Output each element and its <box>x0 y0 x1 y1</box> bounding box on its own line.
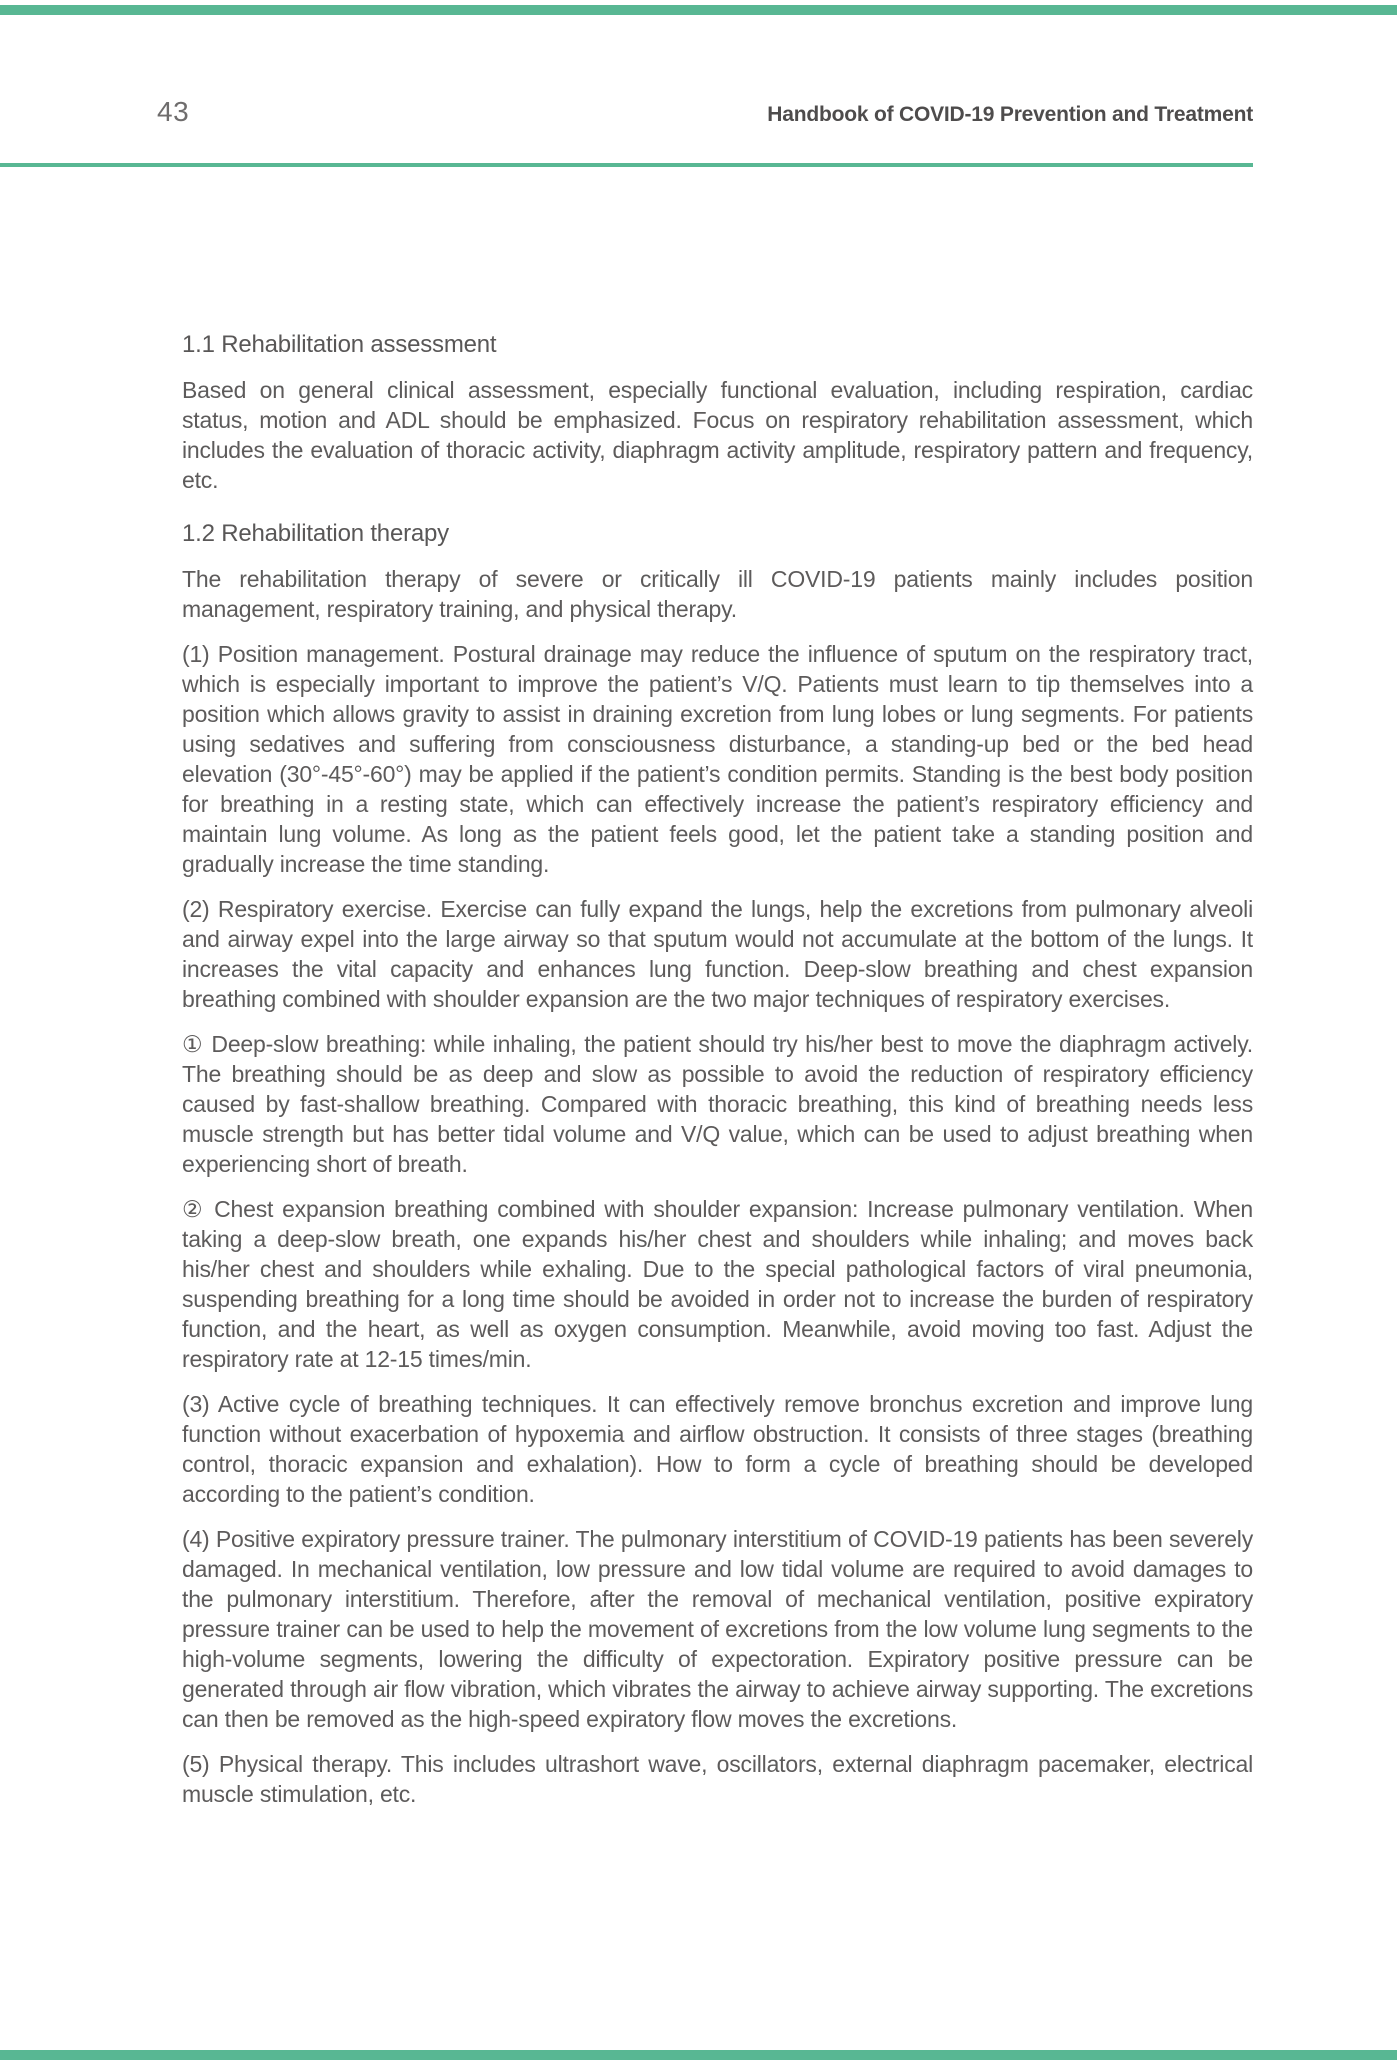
page-body <box>182 306 1253 1809</box>
header-title: Handbook of COVID-19 Prevention and Treatment <box>767 103 1253 126</box>
body-paragraph: Based on general clinical assessment, especially functional evaluation, including respiration, cardiac status, motion and ADL should be emphasized. Focus on respiratory rehabilitation assessment, which includes the evaluation of thoracic activity, diaphragm activity amplitude, respiratory pattern and frequency, etc. <box>182 377 1253 493</box>
top-accent-bar <box>0 5 1397 15</box>
section-heading: 1.2 Rehabilitation therapy <box>182 520 449 547</box>
page-header <box>157 96 1253 128</box>
body-paragraph: (2) Respiratory exercise. Exercise can fully expand the lungs, help the excretions from pulmonary alveoli and airway expel into the large airway so that sputum would not accumulate at the bottom of the lungs. It increases the vital capacity and enhances lung function. Deep-slow breathing and chest expansion breathing combined with shoulder expansion are the two major techniques of respiratory exercises. <box>182 896 1253 1012</box>
bottom-accent-bar <box>0 2050 1397 2060</box>
body-paragraph: (1) Position management. Postural drainage may reduce the influence of sputum on the respiratory tract, which is especially important to improve the patient’s V/Q. Patients must learn to tip themselves into a position which allows gravity to assist in draining excretion from lung lobes or lung segments. For patients using sedatives and suffering from consciousness disturbance, a standing-up bed or the bed head elevation (30°-45°-60°) may be applied if the patient’s condition permits. Standing is the best body position for breathing in a resting state, which can effectively increase the patient’s respiratory efficiency and maintain lung volume. As long as the patient feels good, let the patient take a standing position and gradually increase the time standing. <box>182 641 1253 877</box>
body-paragraph: (4) Positive expiratory pressure trainer. The pulmonary interstitium of COVID-19 patients has been severely damaged. In mechanical ventilation, low pressure and low tidal volume are required to avoid damages to the pulmonary interstitium. Therefore, after the removal of mechanical ventilation, positive expiratory pressure trainer can be used to help the movement of excretions from the low volume lung segments to the high-volume segments, lowering the difficulty of expectoration. Expiratory positive pressure can be generated through air flow vibration, which vibrates the airway to achieve airway supporting. The excretions can then be removed as the high-speed expiratory flow moves the excretions. <box>182 1526 1253 1732</box>
header-rule <box>0 163 1253 167</box>
section-heading: 1.1 Rehabilitation assessment <box>182 331 497 358</box>
body-paragraph: ① Deep-slow breathing: while inhaling, the patient should try his/her best to move the diaphragm actively. The breathing should be as deep and slow as possible to avoid the reduction of respiratory efficiency caused by fast-shallow breathing. Compared with thoracic breathing, this kind of breathing needs less muscle strength but has better tidal volume and V/Q value, which can be used to adjust breathing when experiencing short of breath. <box>182 1031 1253 1177</box>
body-paragraph: (5) Physical therapy. This includes ultrashort wave, oscillators, external diaphragm pacemaker, electrical muscle stimulation, etc. <box>182 1751 1253 1807</box>
page-number: 43 <box>157 96 190 127</box>
body-paragraph: (3) Active cycle of breathing techniques. It can effectively remove bronchus excretion and improve lung function without exacerbation of hypoxemia and airflow obstruction. It consists of three stages (breathing control, thoracic expansion and exhalation). How to form a cycle of breathing should be developed according to the patient’s condition. <box>182 1391 1253 1507</box>
body-paragraph: ② Chest expansion breathing combined with shoulder expansion: Increase pulmonary ventilation. When taking a deep-slow breath, one expands his/her chest and shoulders while inhaling; and moves back his/her chest and shoulders while exhaling. Due to the special pathological factors of viral pneumonia, suspending breathing for a long time should be avoided in order not to increase the burden of respiratory function, and the heart, as well as oxygen consumption. Meanwhile, avoid moving too fast. Adjust the respiratory rate at 12-15 times/min. <box>182 1196 1253 1372</box>
body-paragraph: The rehabilitation therapy of severe or critically ill COVID-19 patients mainly includes position management, respiratory training, and physical therapy. <box>182 566 1253 622</box>
